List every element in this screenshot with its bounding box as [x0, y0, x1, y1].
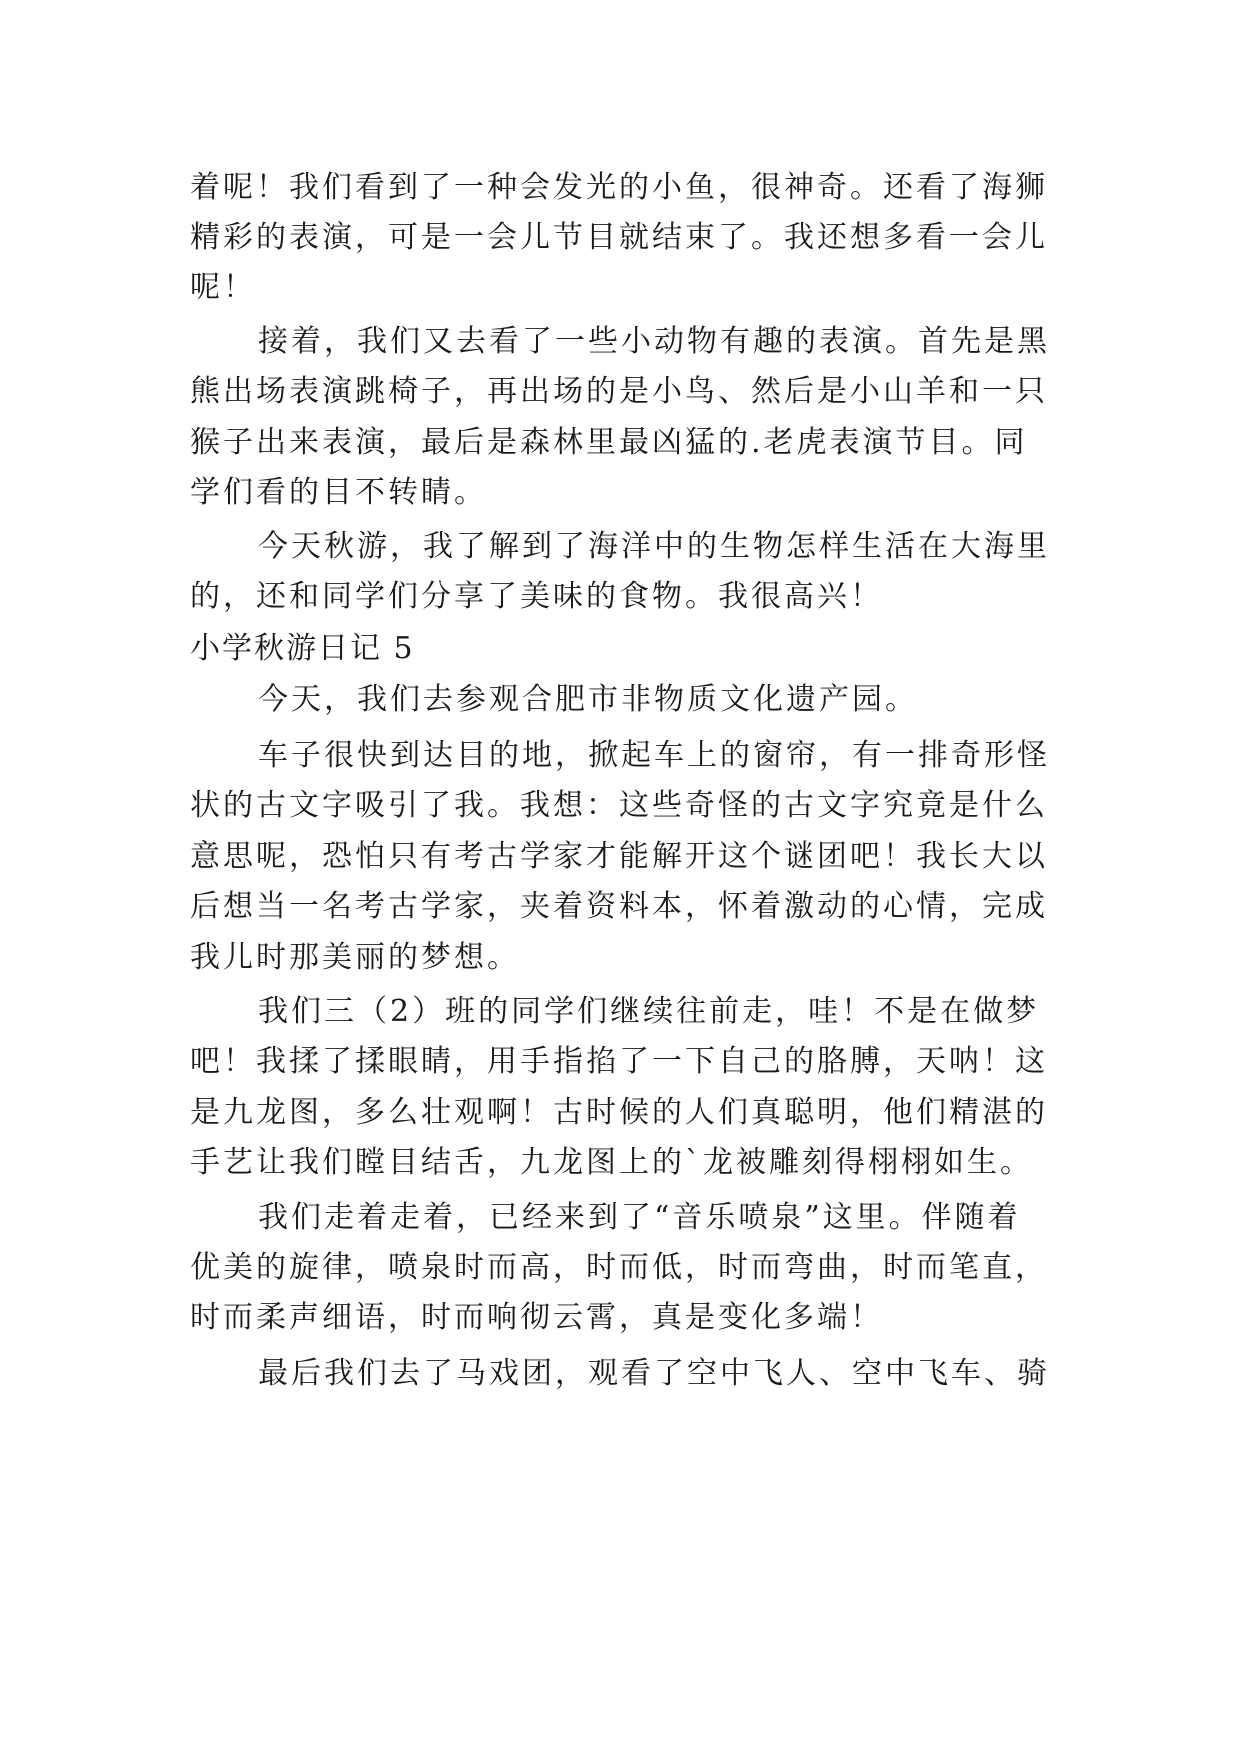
paragraph-line: 车子很快到达目的地，掀起车上的窗帘，有一排奇形怪: [258, 738, 1050, 773]
paragraph-line: 吧！我揉了揉眼睛，用手指掐了一下自己的胳膊，天呐！这: [190, 1044, 1048, 1079]
paragraph-line: 我们三（2）班的同学们继续往前走，哇！不是在做梦: [258, 994, 1040, 1029]
section-heading: 小学秋游日记 5: [190, 631, 415, 666]
paragraph-line: 手艺让我们瞠目结舌，九龙图上的`龙被雕刻得栩栩如生。: [190, 1145, 1033, 1180]
paragraph-line: 学们看的目不转睛。: [190, 475, 487, 510]
paragraph-line: 优美的旋律，喷泉时而高，时而低，时而弯曲，时而笔直，: [190, 1250, 1048, 1285]
paragraph-line: 后想当一名考古学家，夹着资料本，怀着激动的心情，完成: [190, 889, 1048, 924]
paragraph-line: 猴子出来表演，最后是森林里最凶猛的.老虎表演节目。同: [190, 425, 1028, 460]
paragraph-line: 时而柔声细语，时而响彻云霄，真是变化多端！: [190, 1300, 883, 1335]
paragraph-line: 熊出场表演跳椅子，再出场的是小鸟、然后是小山羊和一只: [190, 374, 1048, 409]
paragraph-line: 是九龙图，多么壮观啊！古时候的人们真聪明，他们精湛的: [190, 1095, 1048, 1130]
paragraph-line: 意思呢，恐怕只有考古学家才能解开这个谜团吧！我长大以: [190, 839, 1048, 874]
paragraph-line: 的，还和同学们分享了美味的食物。我很高兴！: [190, 579, 883, 614]
paragraph-line: 我儿时那美丽的梦想。: [190, 940, 520, 975]
paragraph-line: 着呢！我们看到了一种会发光的小鱼，很神奇。还看了海狮: [190, 170, 1048, 205]
paragraph-line: 精彩的表演，可是一会儿节目就结束了。我还想多看一会儿: [190, 220, 1048, 255]
paragraph-line: 接着，我们又去看了一些小动物有趣的表演。首先是黑: [258, 324, 1050, 359]
paragraph-line: 呢！: [190, 270, 256, 305]
paragraph-line: 今天，我们去参观合肥市非物质文化遗产园。: [258, 682, 918, 717]
paragraph-line: 今天秋游，我了解到了海洋中的生物怎样生活在大海里: [258, 529, 1050, 564]
paragraph-line: 我们走着走着，已经来到了“音乐喷泉”这里。伴随着: [258, 1200, 1021, 1235]
paragraph-line: 最后我们去了马戏团，观看了空中飞人、空中飞车、骑: [258, 1356, 1050, 1391]
paragraph-line: 状的古文字吸引了我。我想：这些奇怪的古文字究竟是什么: [190, 788, 1048, 823]
